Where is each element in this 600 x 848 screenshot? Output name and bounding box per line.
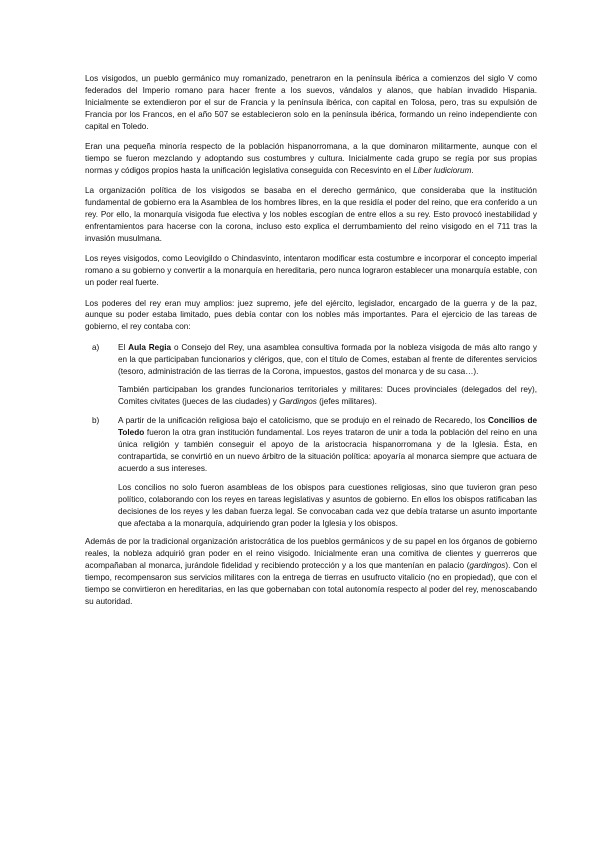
list-marker-b: b): [92, 416, 100, 426]
paragraph-officials-end: (jefes militares).: [316, 397, 377, 407]
paragraph-intro: Los visigodos, un pueblo germánico muy romanizado, penetraron en la península ibérica a comienzos del siglo V como federados del Imperio romano para hacer frente a los suevos, vándalos y alanos, que habían invadido Hispania. Inicialmente se extendieron por el sur de Francia y la península ibérica, con capital en Tolosa, pero, tras su expulsión de Francia por los Francos, en el año 507 se establecieron solo en la península ibérica, formando un reino independiente con capital en Toledo.: [85, 74, 537, 131]
paragraph-nobility: [85, 536, 537, 607]
paragraph-officials-text: También participaban los grandes funcionarios territoriales y militares: Duces provinciales (delegados del rey), Comites civitates (jueces de las ciudades) y: [118, 385, 537, 407]
list-item-concilios: [85, 415, 537, 475]
aula-regia-term: Aula Regia: [128, 342, 172, 352]
concilios-term: Concilios de Toledo: [118, 416, 537, 438]
document-page: [85, 73, 537, 616]
gardingos-term: Gardingos: [279, 397, 317, 407]
paragraph-minority: [85, 141, 537, 177]
list-item-b-text: fueron la otra gran institución fundamental. Los reyes trataron de unir a toda la población del reino en una única religión y también conseguir el apoyo de la aristocracia hispanorromana y de la Iglesia. Ésta, en contrapartida, se convirtió en un nuevo árbitro de la situación política: apoyaría al monarca siempre que actuara de acuerdo a sus intereses.: [118, 428, 537, 473]
list-item-aula-regia: [85, 342, 537, 378]
list-item-b-pre: A partir de la unificación religiosa bajo el catolicismo, que se produjo en el reinado de Recaredo, los: [118, 416, 488, 426]
paragraph-officials: [118, 384, 537, 408]
paragraph-minority-end: .: [471, 165, 474, 175]
paragraph-minority-text: Eran una pequeña minoría respecto de la población hispanorromana, a la que dominaron militarmente, aunque con el tiempo se fueron mezclando y adoptando sus costumbres y cultura. Inicialmente cada grupo se regía por sus propias normas y códigos propios hasta la unificación legislativa conseguida con Recesvinto en el: [85, 142, 537, 175]
paragraph-powers: Los poderes del rey eran muy amplios: juez supremo, jefe del ejército, legislador, encargado de la guerra y de la paz, aunque su poder estaba limitado, pues debía contar con los nobles más importantes. Para el ejercicio de las tareas de gobierno, el rey contaba con:: [85, 298, 537, 332]
liber-iudiciorum-title: Liber Iudiciorum: [413, 165, 472, 175]
paragraph-political-organization: La organización política de los visigodos se basaba en el derecho germánico, que consideraba que la institución fundamental de gobierno era la Asamblea de los hombres libres, en la que residía el poder del reino, que era conferido a un rey. Por ello, la monarquía visigoda fue electiva y los nobles escogían de entre ellos a su rey. Esto provocó inestabilidad y enfrentamientos para hacerse con la corona, incluso esto explica el derrumbamiento del reino visigodo en el 711 tras la invasión musulmana.: [85, 186, 537, 243]
paragraph-nobility-text: Además de por la tradicional organización aristocrática de los pueblos germánicos y de su papel en los órganos de gobierno reales, la nobleza adquirió gran poder en el reino visigodo. Inicialmente eran una comitiva de clientes y guerreros que acompañaban al monarca, jurándole fidelidad y recibiendo protección y a los que mantenían en palacio (: [85, 537, 537, 571]
paragraph-nobility-end: ). Con el tiempo, recompensaron sus servicios militares con la entrega de tierras en usufructo vitalicio (no en propiedad), que con el tiempo se convirtieron en hereditarias, en las que gobernaban con total autonomía respecto al poder del rey, menoscabando su autoridad.: [85, 561, 537, 606]
list-item-a-text: o Consejo del Rey, una asamblea consultiva formada por la nobleza visigoda de más alto rango y en la que participaban funcionarios y clérigos, que, con el título de Comes, estaban al frente de diferentes servicios (tesoro, administración de las tierras de la Corona, impuestos, gastos del monarca y de su casa…).: [118, 342, 537, 376]
paragraph-councils: Los concilios no solo fueron asambleas de los obispos para cuestiones religiosas, sino que tuvieron gran peso político, colaborando con los reyes en tareas legislativas y asuntos de gobierno. En ellos los obispos ratificaban las decisiones de los reyes y les daban fuerza legal. Se convocaban cada vez que debía tratarse un asunto importante que afectaba a la monarquía, adquiriendo gran poder la Iglesia y los obispos.: [118, 482, 537, 528]
paragraph-kings: Los reyes visigodos, como Leovigildo o Chindasvinto, intentaron modificar esta costumbre e incorporar el concepto imperial romano a su gobierno y convertir a la monarquía en hereditaria, pero nunca lograron establecer una monarquía estable, con un poder real fuerte.: [85, 254, 537, 288]
gardingos-term-2: gardingos: [469, 561, 506, 571]
list-item-a-pre: El: [118, 342, 129, 352]
list-marker-a: a): [92, 342, 100, 352]
